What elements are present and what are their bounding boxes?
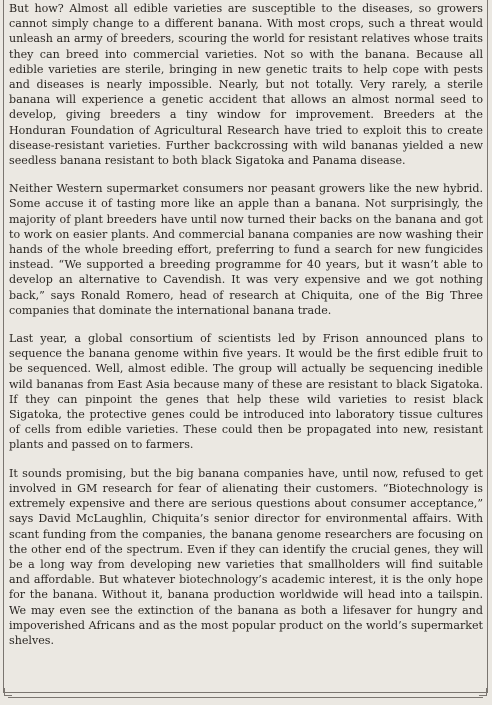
paragraph-4: It sounds promising, but the big banana companies have, until now, refused to get involved in GM research for fear of alienating their customers. “Biotechnology is extremely expensive and there are serious questions about consumer acceptance,” says David McLaughlin, Chiquita’s senior director for environmental affairs. With scant funding from the companies, the banana genome researchers are focusing on the other end of the spectrum. Even if they can identify the crucial genes, they will be a long way from developing new varieties that smallholders will find suitable and affordable. But whatever biotechnology’s academic interest, it is the only hope for the banana. Without it, banana production worldwide will head into a tailspin. We may even see the extinction of the banana as both a lifesaver for hungry and impoverished Africans and as the most popular product on the world’s supermarket shelves. xyxy=(9,466,483,647)
article-body xyxy=(9,1,483,661)
frame-bottom-rule xyxy=(3,692,488,693)
paragraph-1: But how? Almost all edible varieties are susceptible to the diseases, so growers cannot simply change to a different banana. With most crops, such a threat would unleash an army of breeders, scouring the world for resistant relatives whose traits they can breed into commercial varieties. Not so with the banana. Because all edible varieties are sterile, bringing in new genetic traits to help cope with pests and diseases is nearly impossible. Nearly, but not totally. Very rarely, a sterile banana will experience a genetic accident that allows an almost normal seed to develop, giving breeders a tiny window for improvement. Breeders at the Honduran Foundation of Agricultural Research have tried to exploit this to create disease-resistant varieties. Further backcrossing with wild bananas yielded a new seedless banana resistant to both black Sigatoka and Panama disease. xyxy=(9,2,483,168)
paragraph-3: Last year, a global consortium of scientists led by Frison announced plans to sequence the banana genome within five years. It would be the first edible fruit to be sequenced. Well, almost edible. The group will actually be sequencing inedible wild bananas from East Asia because many of these are resistant to black Sigatoka. If they can pinpoint the genes that help these wild varieties to resist black Sigatoka, the protective genes could be introduced into laboratory tissue cultures of cells from edible varieties. These could then be propagated into new, resistant plants and passed on to farmers. xyxy=(9,332,483,452)
frame-bottom-inner-rule xyxy=(8,697,483,698)
paragraph-2: Neither Western supermarket consumers nor peasant growers like the new hybrid. Some accuse it of tasting more like an apple than a banana. Not surprisingly, the majority of plant breeders have until now turned their backs on the banana and got to work on easier plants. And commercial banana companies are now washing their hands of the whole breeding effort, preferring to fund a search for new fungicides instead. “We supported a breeding programme for 40 years, but it wasn’t able to develop an alternative to Cavendish. It was very expensive and we got nothing back,” says Ronald Romero, head of research at Chiquita, one of the Big Three companies that dominate the international banana trade. xyxy=(9,182,483,317)
frame-right-rule xyxy=(487,0,488,692)
frame-corner-ornament-right xyxy=(479,688,487,696)
frame-corner-ornament-left xyxy=(4,688,12,696)
frame-left-rule xyxy=(3,0,4,692)
